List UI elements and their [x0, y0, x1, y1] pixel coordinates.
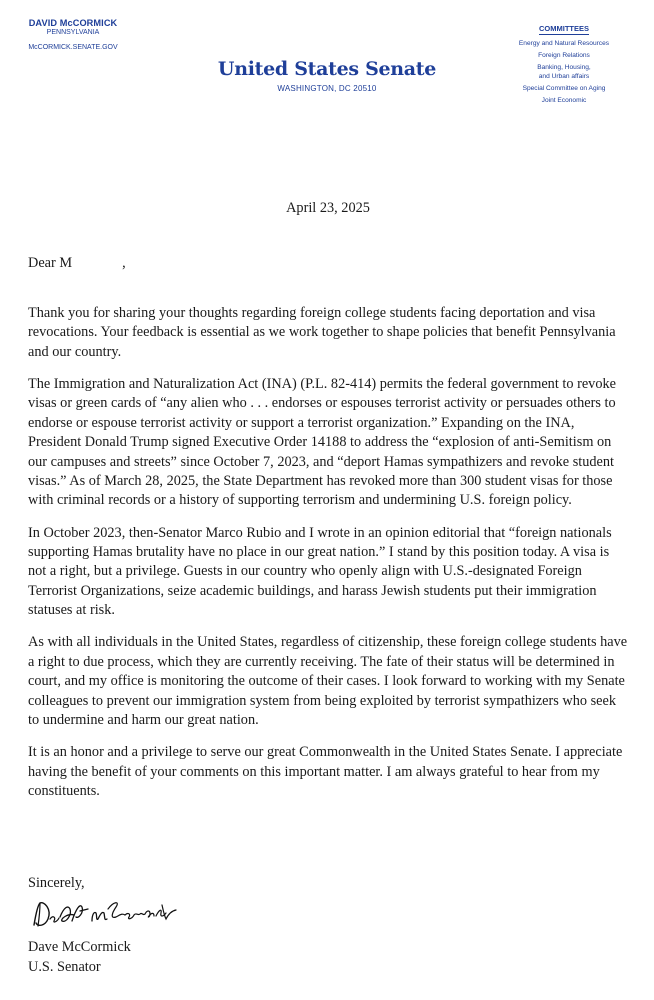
paragraph: As with all individuals in the United States, regardless of citizenship, these foreign college students have a right to due process, which they are currently receiving. The fate of their status will be determined in court, and my office is monitoring the outcome of their cases. I look forward to working with my Senate colleagues to prevent our immigration system from being exploited by terrorist sympathizers who seek to undermine and harm our great nation.	[28, 634, 628, 729]
closing: Sincerely,	[28, 875, 85, 891]
committees-heading: COMMITTEES	[539, 24, 589, 33]
committee-item: Foreign Relations	[538, 52, 590, 59]
sender-name: DAVID McCORMICK	[28, 18, 118, 28]
signer-name: Dave McCormick	[28, 939, 131, 955]
sender-state: PENNSYLVANIA	[46, 29, 100, 36]
committee-item: Special Committee on Aging	[522, 85, 606, 92]
committee-item: Banking, Housing, and Urban affairs	[537, 64, 591, 80]
committee-item: Joint Economic	[541, 97, 587, 104]
letter-date: April 23, 2025	[286, 200, 370, 216]
signer-title: U.S. Senator	[28, 959, 101, 975]
institution-name: United States Senate	[217, 58, 437, 80]
paragraph: Thank you for sharing your thoughts regarding foreign college students facing deportation and visa revocations. Your feedback is essential as we work together to shape policies that benefit Pennsylvania and our country.	[28, 305, 616, 360]
committee-item: Energy and Natural Resources	[518, 40, 610, 47]
signer-block	[28, 937, 131, 977]
letter-paragraphs	[28, 304, 628, 814]
paragraph: In October 2023, then-Senator Marco Rubio and I wrote in an opinion editorial that “foreign nationals supporting Hamas brutality have no place in our great nation.” I stand by this position today. A visa is not a right, but a privilege. Guests in our country who openly align with U.S.-designated Foreign Terrorist Organizations, seize academic buildings, and harass Jewish students put their immigration statuses at risk.	[28, 524, 612, 619]
salutation: Dear M ,	[28, 255, 126, 271]
signature-image	[30, 895, 180, 935]
sender-website: McCORMICK.SENATE.GOV	[28, 44, 118, 51]
paragraph: The Immigration and Naturalization Act (INA) (P.L. 82-414) permits the federal government to revoke visas or green cards of “any alien who . . . endorses or espouses terrorist activity or persuades others to endorse or espouse terrorist activity or support a terrorist organization.” Expanding on the INA, President Donald Trump signed Executive Order 14188 to address the “explosion of anti-Semitism on our campuses and streets” since October 7, 2023, and “deport Hamas sympathizers and revoke student visas.” As of March 28, 2025, the State Department has revoked more than 300 student visas for those with criminal records or a history of supporting terrorism and undermining U.S. foreign policy.	[28, 376, 616, 509]
institution-location: WASHINGTON, DC 20510	[277, 84, 377, 93]
institution-block	[205, 58, 449, 93]
sender-block	[28, 18, 118, 51]
paragraph: It is an honor and a privilege to serve our great Commonwealth in the United States Senate. I appreciate having the benefit of your comments on this important matter. I am always grateful to hear from my constituents.	[28, 744, 623, 800]
committees-block	[500, 18, 628, 108]
